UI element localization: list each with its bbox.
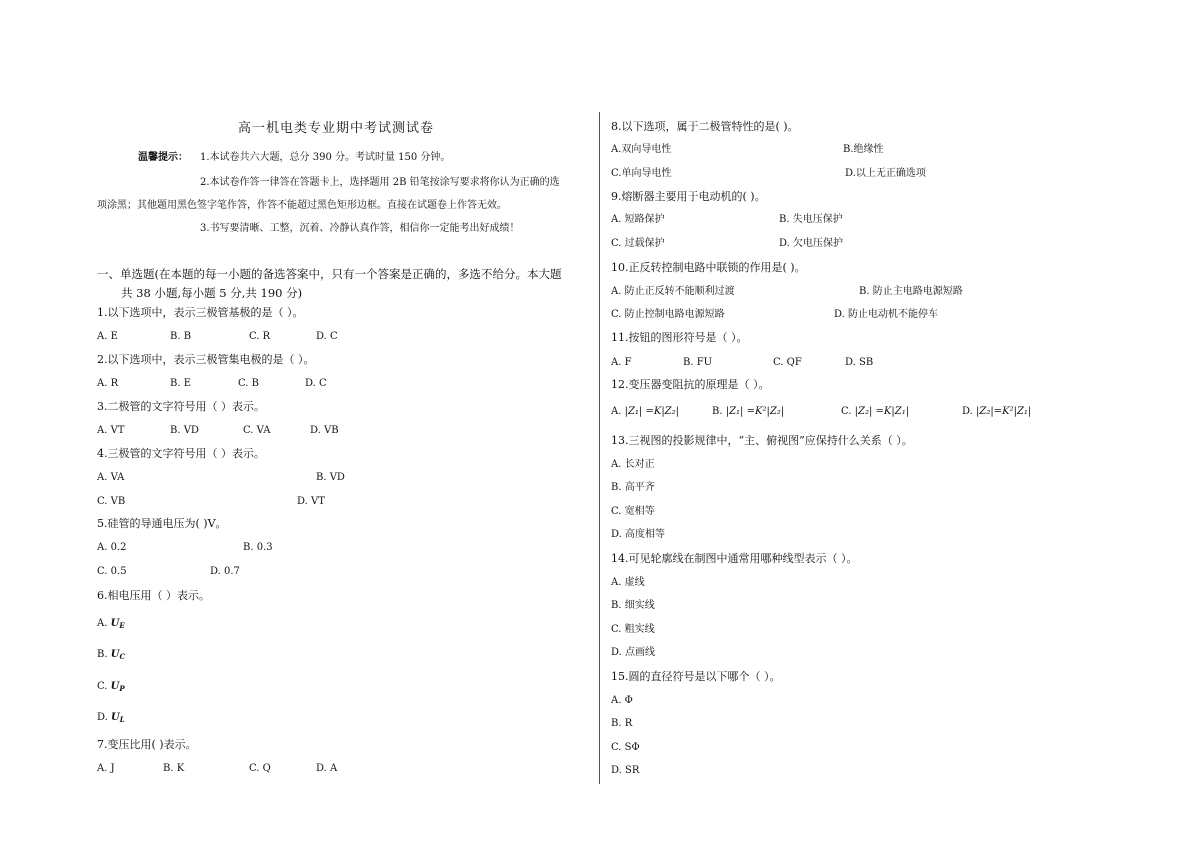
q3-option-a: A. VT bbox=[97, 425, 125, 436]
q12-option-c-formula: |Z₂| =K|Z₁| bbox=[854, 406, 910, 417]
q4-option-a: A. VA bbox=[97, 472, 125, 483]
q13-option-a: A. 长对正 bbox=[611, 459, 655, 470]
q12-option-a-formula: |Z₁| =K|Z₂| bbox=[624, 406, 680, 417]
q4-option-b: B. VD bbox=[316, 472, 345, 483]
question-1-stem: 1.以下选项中，表示三极管基极的是（ ）。 bbox=[97, 306, 304, 319]
q3-option-c: C. VA bbox=[243, 425, 271, 436]
q7-option-c: C. Q bbox=[249, 763, 271, 774]
q15-option-d: D. SR bbox=[611, 765, 640, 776]
q9-option-a: A. 短路保护 bbox=[611, 214, 665, 225]
q3-option-b: B. VD bbox=[170, 425, 199, 436]
question-3-stem: 3.二极管的文字符号用（ ）表示。 bbox=[97, 400, 265, 413]
q13-option-d: D. 高度相等 bbox=[611, 529, 666, 540]
q12-option-a bbox=[611, 405, 679, 419]
q1-option-b: B. B bbox=[170, 331, 192, 342]
q12-option-a-letter: A. bbox=[611, 406, 622, 417]
q2-option-d: D. C bbox=[305, 378, 327, 389]
page-title: 高一机电类专业期中考试测试卷 bbox=[238, 121, 435, 136]
q6-option-a bbox=[97, 617, 125, 633]
q15-option-b: B. R bbox=[611, 718, 633, 729]
q12-option-d-formula: |Z₂|=K²|Z₁| bbox=[976, 406, 1032, 417]
section-heading-line-1: 一、单选题(在本题的每一小题的备选答案中，只有一个答案是正确的，多选不给分。本大题 bbox=[97, 267, 562, 281]
q2-option-a: A. R bbox=[97, 378, 119, 389]
q14-option-b: B. 细实线 bbox=[611, 600, 655, 611]
q6-option-d bbox=[97, 711, 125, 727]
q10-option-c: C. 防止控制电路电源短路 bbox=[611, 309, 725, 320]
question-10-stem: 10.正反转控制电路中联锁的作用是( )。 bbox=[611, 261, 806, 274]
q9-option-d: D. 欠电压保护 bbox=[779, 238, 844, 249]
question-14-stem: 14.可见轮廓线在制图中通常用哪种线型表示（ ）。 bbox=[611, 552, 858, 565]
q14-option-d: D. 点画线 bbox=[611, 647, 656, 658]
q5-option-d: D. 0.7 bbox=[210, 566, 240, 577]
q13-option-b: B. 高平齐 bbox=[611, 482, 655, 493]
q6-option-d-letter: D. bbox=[97, 712, 108, 723]
q3-option-d: D. VB bbox=[310, 425, 339, 436]
q6-option-c-symbol: U bbox=[110, 681, 120, 692]
question-7-stem: 7.变压比用( )表示。 bbox=[97, 738, 197, 751]
q14-option-a: A. 虚线 bbox=[611, 577, 645, 588]
q6-option-b-subscript: C bbox=[119, 652, 126, 661]
q6-option-b bbox=[97, 648, 125, 664]
q6-option-a-symbol: U bbox=[110, 618, 120, 629]
section-heading-line-2: 共 38 小题,每小题 5 分,共 190 分) bbox=[121, 286, 303, 300]
question-13-stem: 13.三视图的投影规律中，“主、俯视图”应保持什么关系（ ）。 bbox=[611, 434, 913, 447]
hint-line-3: 3.书写要清晰、工整，沉着、冷静认真作答，相信你一定能考出好成绩！ bbox=[200, 223, 520, 234]
q2-option-c: C. B bbox=[238, 378, 260, 389]
q6-option-c-letter: C. bbox=[97, 681, 108, 692]
q11-option-c: C. QF bbox=[773, 357, 802, 368]
q6-option-d-symbol: U bbox=[111, 712, 120, 723]
q6-option-b-symbol: U bbox=[110, 649, 120, 660]
question-5-stem: 5.硅管的导通电压为( )V。 bbox=[97, 517, 227, 530]
q13-option-c: C. 宽相等 bbox=[611, 506, 655, 517]
q8-option-b: B.绝缘性 bbox=[843, 144, 884, 155]
column-divider bbox=[599, 112, 600, 784]
hint-line-2b: 项涂黑；其他题用黑色签字笔作答，作答不能超过黑色矩形边框。直接在试题卷上作答无效。 bbox=[97, 200, 507, 211]
question-11-stem: 11.按钮的图形符号是（ ）。 bbox=[611, 331, 748, 344]
q2-option-b: B. E bbox=[170, 378, 192, 389]
q15-option-a: A. Φ bbox=[611, 695, 633, 706]
q14-option-c: C. 粗实线 bbox=[611, 624, 655, 635]
q5-option-c: C. 0.5 bbox=[97, 566, 127, 577]
q5-option-b: B. 0.3 bbox=[243, 542, 273, 553]
q1-option-c: C. R bbox=[249, 331, 271, 342]
q6-option-c-subscript: P bbox=[119, 684, 125, 693]
q8-option-c: C.单向导电性 bbox=[611, 168, 672, 179]
q1-option-d: D. C bbox=[316, 331, 338, 342]
q6-option-b-letter: B. bbox=[97, 649, 108, 660]
q1-option-a: A. E bbox=[97, 331, 118, 342]
q6-option-d-subscript: L bbox=[119, 715, 125, 724]
question-12-stem: 12.变压器变阻抗的原理是（ ）。 bbox=[611, 378, 770, 391]
question-2-stem: 2.以下选项中，表示三极管集电极的是（ ）。 bbox=[97, 353, 315, 366]
hint-label: 温馨提示： bbox=[138, 152, 188, 163]
q4-option-c: C. VB bbox=[97, 496, 126, 507]
question-15-stem: 15.圆的直径符号是以下哪个（ ）。 bbox=[611, 670, 781, 683]
q11-option-d: D. SB bbox=[845, 357, 874, 368]
q9-option-c: C. 过载保护 bbox=[611, 238, 665, 249]
q6-option-c bbox=[97, 680, 125, 696]
q10-option-d: D. 防止电动机不能停车 bbox=[834, 309, 939, 320]
q7-option-d: D. A bbox=[316, 763, 338, 774]
q12-option-d-letter: D. bbox=[962, 406, 973, 417]
q10-option-b: B. 防止主电路电源短路 bbox=[859, 286, 963, 297]
q4-option-d: D. VT bbox=[297, 496, 325, 507]
q12-option-d bbox=[962, 405, 1031, 419]
question-8-stem: 8.以下选项，属于二极管特性的是( )。 bbox=[611, 120, 799, 133]
q5-option-a: A. 0.2 bbox=[97, 542, 127, 553]
q10-option-a: A. 防止正反转不能顺利过渡 bbox=[611, 286, 735, 297]
hint-line-2a: 2.本试卷作答一律答在答题卡上，选择题用 2B 铅笔按涂写要求将你认为正确的选 bbox=[200, 177, 560, 188]
q8-option-a: A.双向导电性 bbox=[611, 144, 672, 155]
question-9-stem: 9.熔断器主要用于电动机的( )。 bbox=[611, 190, 766, 203]
q12-option-c bbox=[841, 405, 909, 419]
q7-option-a: A. J bbox=[97, 763, 115, 774]
q12-option-c-letter: C. bbox=[841, 406, 852, 417]
q11-option-a: A. F bbox=[611, 357, 632, 368]
question-4-stem: 4.三极管的文字符号用（ ）表示。 bbox=[97, 447, 265, 460]
q7-option-b: B. K bbox=[163, 763, 185, 774]
q12-option-b-letter: B. bbox=[712, 406, 723, 417]
q6-option-a-letter: A. bbox=[97, 618, 108, 629]
q8-option-d: D.以上无正确选项 bbox=[845, 168, 926, 179]
hint-line-1: 1.本试卷共六大题，总分 390 分。考试时量 150 分钟。 bbox=[200, 152, 451, 163]
q9-option-b: B. 失电压保护 bbox=[779, 214, 843, 225]
q12-option-b bbox=[712, 405, 784, 419]
q12-option-b-formula: |Z₁| =K²|Z₂| bbox=[725, 406, 785, 417]
q11-option-b: B. FU bbox=[683, 357, 713, 368]
q6-option-a-subscript: E bbox=[119, 621, 125, 630]
question-6-stem: 6.相电压用（ ）表示。 bbox=[97, 589, 210, 602]
q15-option-c: C. SΦ bbox=[611, 742, 640, 753]
